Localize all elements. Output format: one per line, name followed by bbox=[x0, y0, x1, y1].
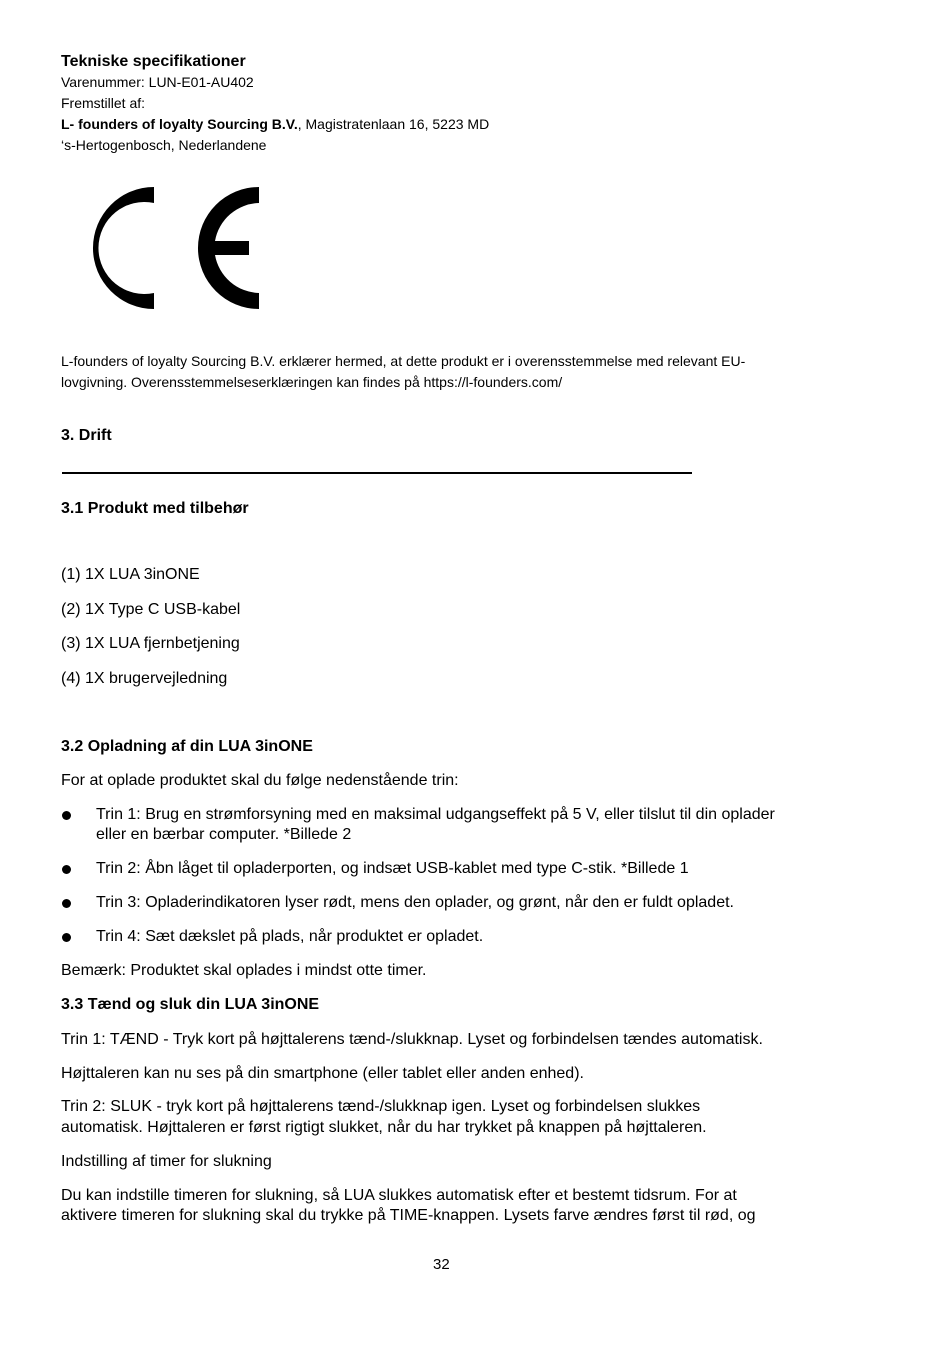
power-on-paragraph: Trin 1: TÆND - Tryk kort på højttalerens tænd-/slukknap. Lyset og forbindelsen tændes automatisk. bbox=[61, 1031, 763, 1048]
item-number: Varenummer: LUN-E01-AU402 bbox=[61, 74, 254, 90]
timer-paragraph-line-2: aktivere timeren for slukning skal du trykke på TIME-knappen. Lysets farve ændres først til rød, og bbox=[61, 1207, 756, 1224]
timer-paragraph-line-1: Du kan indstille timeren for slukning, så LUA slukkes automatisk efter et bestemt tidsrum. For at bbox=[61, 1187, 737, 1204]
section-3-title: 3. Drift bbox=[61, 427, 112, 444]
section-3-1-title: 3.1 Produkt med tilbehør bbox=[61, 500, 249, 517]
bullet-icon bbox=[62, 811, 71, 820]
visible-paragraph: Højttaleren kan nu ses på din smartphone (eller tablet eller anden enhed). bbox=[61, 1065, 584, 1082]
charging-step-3: Trin 3: Opladerindikatoren lyser rødt, mens den oplader, og grønt, når den er fuldt opladet. bbox=[96, 894, 734, 911]
declaration-line-1: L-founders of loyalty Sourcing B.V. erklærer hermed, at dette produkt er i overensstemmelse med relevant EU- bbox=[61, 353, 746, 369]
charging-step-4: Trin 4: Sæt dækslet på plads, når produktet er opladet. bbox=[96, 928, 484, 945]
company-name: L- founders of loyalty Sourcing B.V. bbox=[61, 116, 298, 132]
specs-heading: Tekniske specifikationer bbox=[61, 53, 246, 70]
address-street: , Magistratenlaan 16, 5223 MD bbox=[297, 116, 490, 132]
charging-note: Bemærk: Produktet skal oplades i mindst otte timer. bbox=[61, 962, 427, 979]
section-3-2-title: 3.2 Opladning af din LUA 3inONE bbox=[61, 738, 313, 755]
timer-subheading: Indstilling af timer for slukning bbox=[61, 1153, 272, 1170]
bullet-icon bbox=[62, 899, 71, 908]
bullet-icon bbox=[62, 865, 71, 874]
accessory-item: (4) 1X brugervejledning bbox=[61, 670, 228, 687]
address-city: ‘s-Hertogenbosch, Nederlandene bbox=[61, 137, 267, 153]
power-off-line-1: Trin 2: SLUK - tryk kort på højttalerens tænd-/slukknap igen. Lyset og forbindelsen slukkes bbox=[61, 1098, 701, 1115]
charging-step-1-line-2: eller en bærbar computer. *Billede 2 bbox=[96, 826, 352, 843]
accessory-item: (3) 1X LUA fjernbetjening bbox=[61, 635, 240, 652]
ce-mark-logo bbox=[85, 183, 265, 313]
made-by-label: Fremstillet af: bbox=[61, 95, 146, 111]
charging-step-2: Trin 2: Åbn låget til opladerporten, og indsæt USB-kablet med type C-stik. *Billede 1 bbox=[96, 860, 689, 877]
bullet-icon bbox=[62, 933, 71, 942]
accessory-item: (2) 1X Type C USB-kabel bbox=[61, 601, 241, 618]
page-number: 32 bbox=[433, 1256, 450, 1273]
manufacturer-address bbox=[61, 116, 489, 132]
section-3-3-title: 3.3 Tænd og sluk din LUA 3inONE bbox=[61, 996, 320, 1013]
declaration-line-2: lovgivning. Overensstemmelseserklæringen kan findes på https://l-founders.com/ bbox=[61, 374, 563, 390]
section-divider bbox=[62, 472, 692, 474]
accessory-item: (1) 1X LUA 3inONE bbox=[61, 566, 200, 583]
power-off-line-2: automatisk. Højttaleren er først rigtigt slukket, når du har trykket på knappen på højttaleren. bbox=[61, 1119, 707, 1136]
charging-intro: For at oplade produktet skal du følge nedenstående trin: bbox=[61, 772, 459, 789]
charging-step-1-line-1: Trin 1: Brug en strømforsyning med en maksimal udgangseffekt på 5 V, eller tilslut til din oplader bbox=[96, 806, 775, 823]
